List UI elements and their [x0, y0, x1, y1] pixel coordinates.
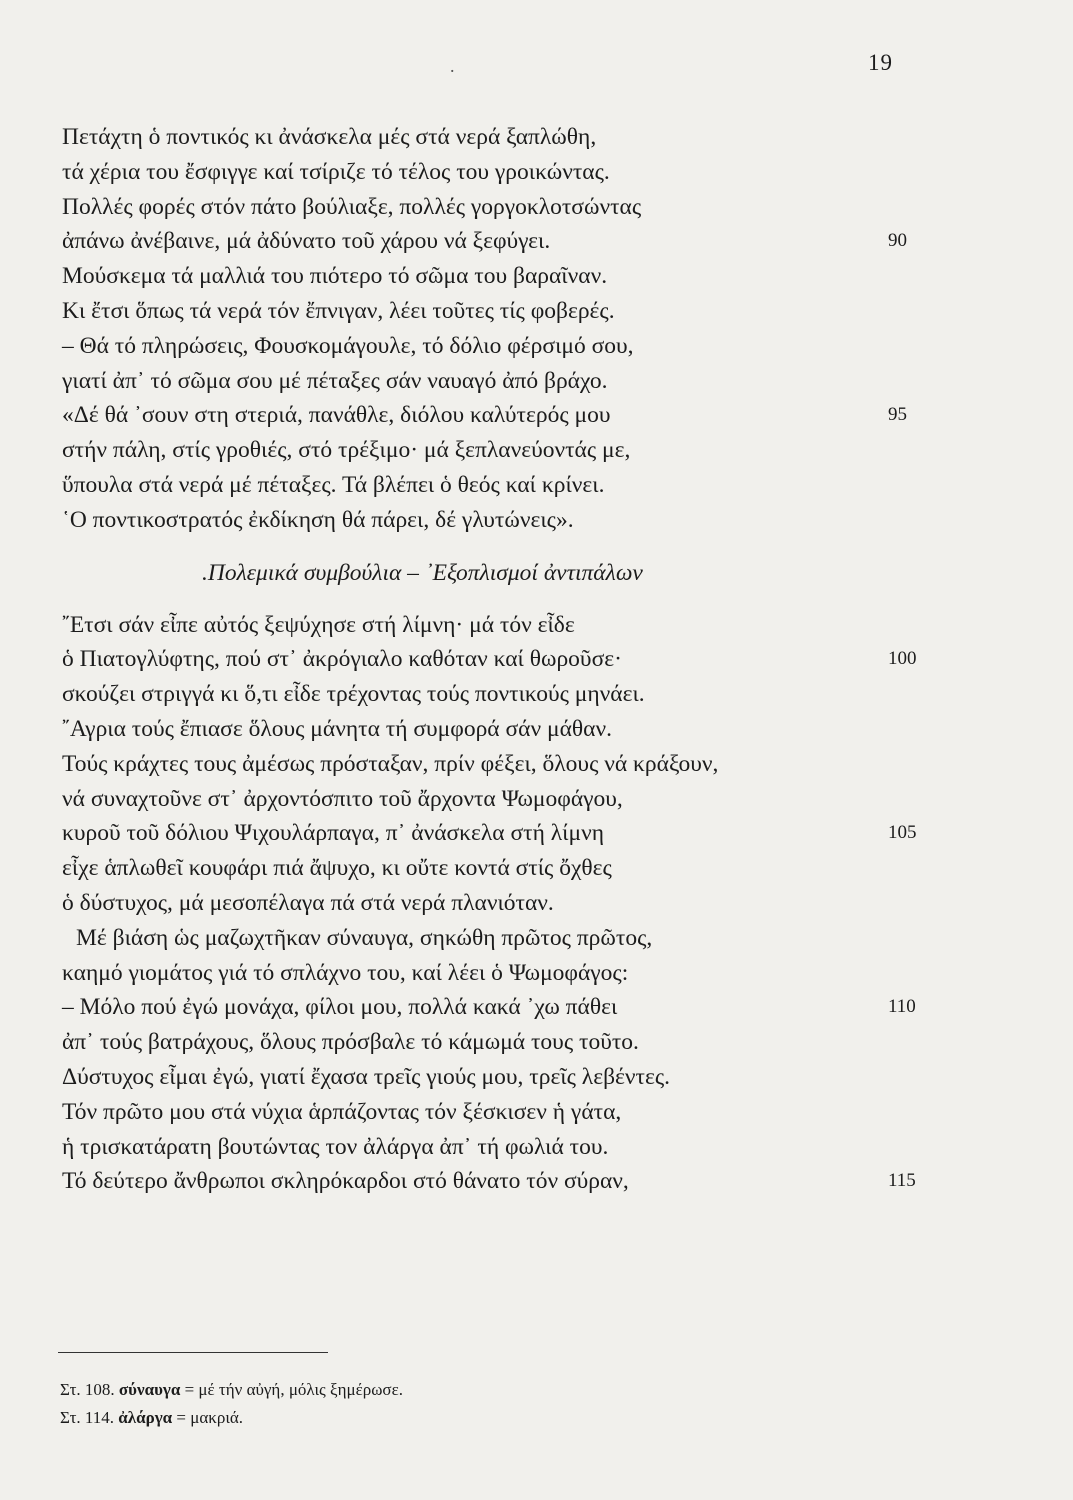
poem-line	[62, 329, 962, 364]
line-number: 115	[888, 1170, 916, 1192]
poem-line-text: Μέ βιάση ὡς μαζωχτῆκαν σύναυγα, σηκώθη πρῶτος πρῶτος,	[76, 924, 653, 951]
poem-line	[62, 816, 962, 851]
poem-line	[62, 1130, 962, 1165]
poem-line-text: ῎Ετσι σάν εἶπε αὐτός ξεψύχησε στή λίμνη· μά τόν εἶδε	[62, 611, 575, 638]
poem-line-text: Τόν πρῶτο μου στά νύχια ἁρπάζοντας τόν ξέσκισεν ἡ γάτα,	[62, 1098, 622, 1125]
footnote-term: ἀλάργα	[118, 1408, 173, 1427]
poem-line-text: Δύστυχος εἶμαι ἐγώ, γιατί ἔχασα τρεῖς γιούς μου, τρεῖς λεβέντες.	[62, 1063, 671, 1090]
footnote-ref: Στ. 114.	[60, 1408, 115, 1427]
poem-line	[62, 642, 962, 677]
poem-line-text: σκούζει στριγγά κι ὅ,τι εἶδε τρέχοντας τούς ποντικούς μηνάει.	[62, 681, 645, 708]
poem-line-text: ὁ Πιατογλύφτης, πού στ᾽ ἀκρόγιαλο καθόταν καί θωροῦσε·	[62, 646, 622, 673]
poem-line-text: Πετάχτη ὁ ποντικός κι ἀνάσκελα μές στά νερά ξαπλώθη,	[62, 124, 597, 150]
poem-line-text: Μούσκεμα τά μαλλιά του πιότερο τό σῶμα του βαραῖναν.	[62, 263, 608, 290]
poem-line-text: ἀπάνω ἀνέβαινε, μά ἀδύνατο τοῦ χάρου νά ξεφύγει.	[62, 228, 551, 255]
poem-line	[62, 433, 962, 468]
poem-line	[62, 990, 962, 1025]
poem-body	[62, 120, 962, 1199]
poem-line	[62, 468, 962, 503]
footnotes	[60, 1376, 760, 1432]
line-number: 100	[888, 648, 917, 670]
poem-line	[62, 747, 962, 782]
poem-line	[62, 712, 962, 747]
poem-line	[62, 782, 962, 817]
footnote-divider	[58, 1352, 328, 1353]
poem-line	[62, 1060, 962, 1095]
poem-line-text: νά συναχτοῦνε στ᾽ ἀρχοντόσπιτο τοῦ ἄρχοντα Ψωμοφάγου,	[62, 785, 623, 812]
poem-line	[62, 120, 962, 155]
poem-line	[62, 259, 962, 294]
poem-line-text: καημό γιομάτος γιά τό σπλάχνο του, καί λέει ὁ Ψωμοφάγος:	[62, 959, 629, 986]
poem-line-text: ῾Ο ποντικοστρατός ἐκδίκηση θά πάρει, δέ γλυτώνεις».	[62, 506, 574, 533]
poem-line-text: στήν πάλη, στίς γροθιές, στό τρέξιμο· μά ξεπλανεύοντάς με,	[62, 437, 631, 464]
poem-line-text: ἡ τρισκατάρατη βουτώντας τον ἀλάργα ἀπ᾽ τή φωλιά του.	[62, 1133, 609, 1160]
poem-line	[62, 294, 962, 329]
poem-line	[62, 921, 962, 956]
footnote-definition: = μακριά.	[176, 1408, 244, 1427]
poem-line	[62, 155, 962, 190]
poem-line-text: τά χέρια του ἔσφιγγε καί τσίριζε τό τέλος του γροικώντας.	[62, 158, 610, 185]
stanza-2	[62, 608, 962, 1200]
line-number: 110	[888, 996, 916, 1018]
page-mark: .	[450, 56, 455, 76]
poem-line	[62, 224, 962, 259]
poem-line-text: – Μόλο πού ἐγώ μονάχα, φίλοι μου, πολλά κακά ᾽χω πάθει	[62, 994, 618, 1021]
line-number: 105	[888, 822, 917, 844]
line-number: 90	[888, 230, 907, 252]
section-title: .Πολεμικά συμβούλια – ᾽Εξοπλισμοί ἀντιπάλων	[202, 559, 643, 586]
poem-line-text: εἶχε ἁπλωθεῖ κουφάρι πιά ἄψυχο, κι οὔτε κοντά στίς ὄχθες	[62, 855, 612, 882]
poem-line	[62, 1025, 962, 1060]
poem-line-text: ἀπ᾽ τούς βατράχους, ὅλους πρόσβαλε τό κάμωμά τους τοῦτο.	[62, 1029, 639, 1056]
stanza-1	[62, 120, 962, 538]
poem-line-text: ὕπουλα στά νερά μέ πέταξες. Τά βλέπει ὁ θεός καί κρίνει.	[62, 471, 605, 498]
poem-line	[62, 608, 962, 643]
footnote	[60, 1376, 760, 1404]
poem-line	[62, 851, 962, 886]
poem-line-text: κυροῦ τοῦ δόλιου Ψιχουλάρπαγα, π᾽ ἀνάσκελα στή λίμνη	[62, 820, 604, 847]
poem-line-text: Πολλές φορές στόν πάτο βούλιαξε, πολλές γοργοκλοτσώντας	[62, 193, 642, 220]
poem-line	[62, 677, 962, 712]
page-number: 19	[868, 50, 893, 75]
footnote	[60, 1404, 760, 1432]
poem-line	[62, 503, 962, 538]
poem-line-text: «Δέ θά ᾽σουν στη στεριά, πανάθλε, διόλου καλύτερός μου	[62, 402, 611, 429]
footnote-definition: = μέ τήν αὐγή, μόλις ξημέρωσε.	[184, 1380, 403, 1399]
poem-line-text: ῎Αγρια τούς ἔπιασε ὅλους μάνητα τή συμφορά σάν μάθαν.	[62, 715, 612, 742]
poem-line	[62, 1164, 962, 1199]
footnote-ref: Στ. 108.	[60, 1380, 115, 1399]
line-number: 95	[888, 404, 907, 426]
poem-line-text: Τούς κράχτες τους ἀμέσως πρόσταξαν, πρίν φέξει, ὅλους νά κράξουν,	[62, 750, 719, 777]
poem-line	[62, 1095, 962, 1130]
poem-line	[62, 886, 962, 921]
poem-line	[62, 956, 962, 991]
poem-line-text: Τό δεύτερο ἄνθρωποι σκληρόκαρδοι στό θάνατο τόν σύραν,	[62, 1168, 629, 1195]
poem-line-text: γιατί ἀπ᾽ τό σῶμα σου μέ πέταξες σάν ναυαγό ἀπό βράχο.	[62, 367, 608, 394]
poem-line	[62, 364, 962, 399]
poem-line-text: Κι ἔτσι ὅπως τά νερά τόν ἔπνιγαν, λέει τοῦτες τίς φοβερές.	[62, 297, 615, 324]
poem-line	[62, 398, 962, 433]
poem-line	[62, 190, 962, 225]
poem-line-text: ὁ δύστυχος, μά μεσοπέλαγα πά στά νερά πλανιόταν.	[62, 889, 554, 916]
footnote-term: σύναυγα	[118, 1380, 181, 1399]
poem-line-text: – Θά τό πληρώσεις, Φουσκομάγουλε, τό δόλιο φέρσιμό σου,	[62, 332, 634, 359]
